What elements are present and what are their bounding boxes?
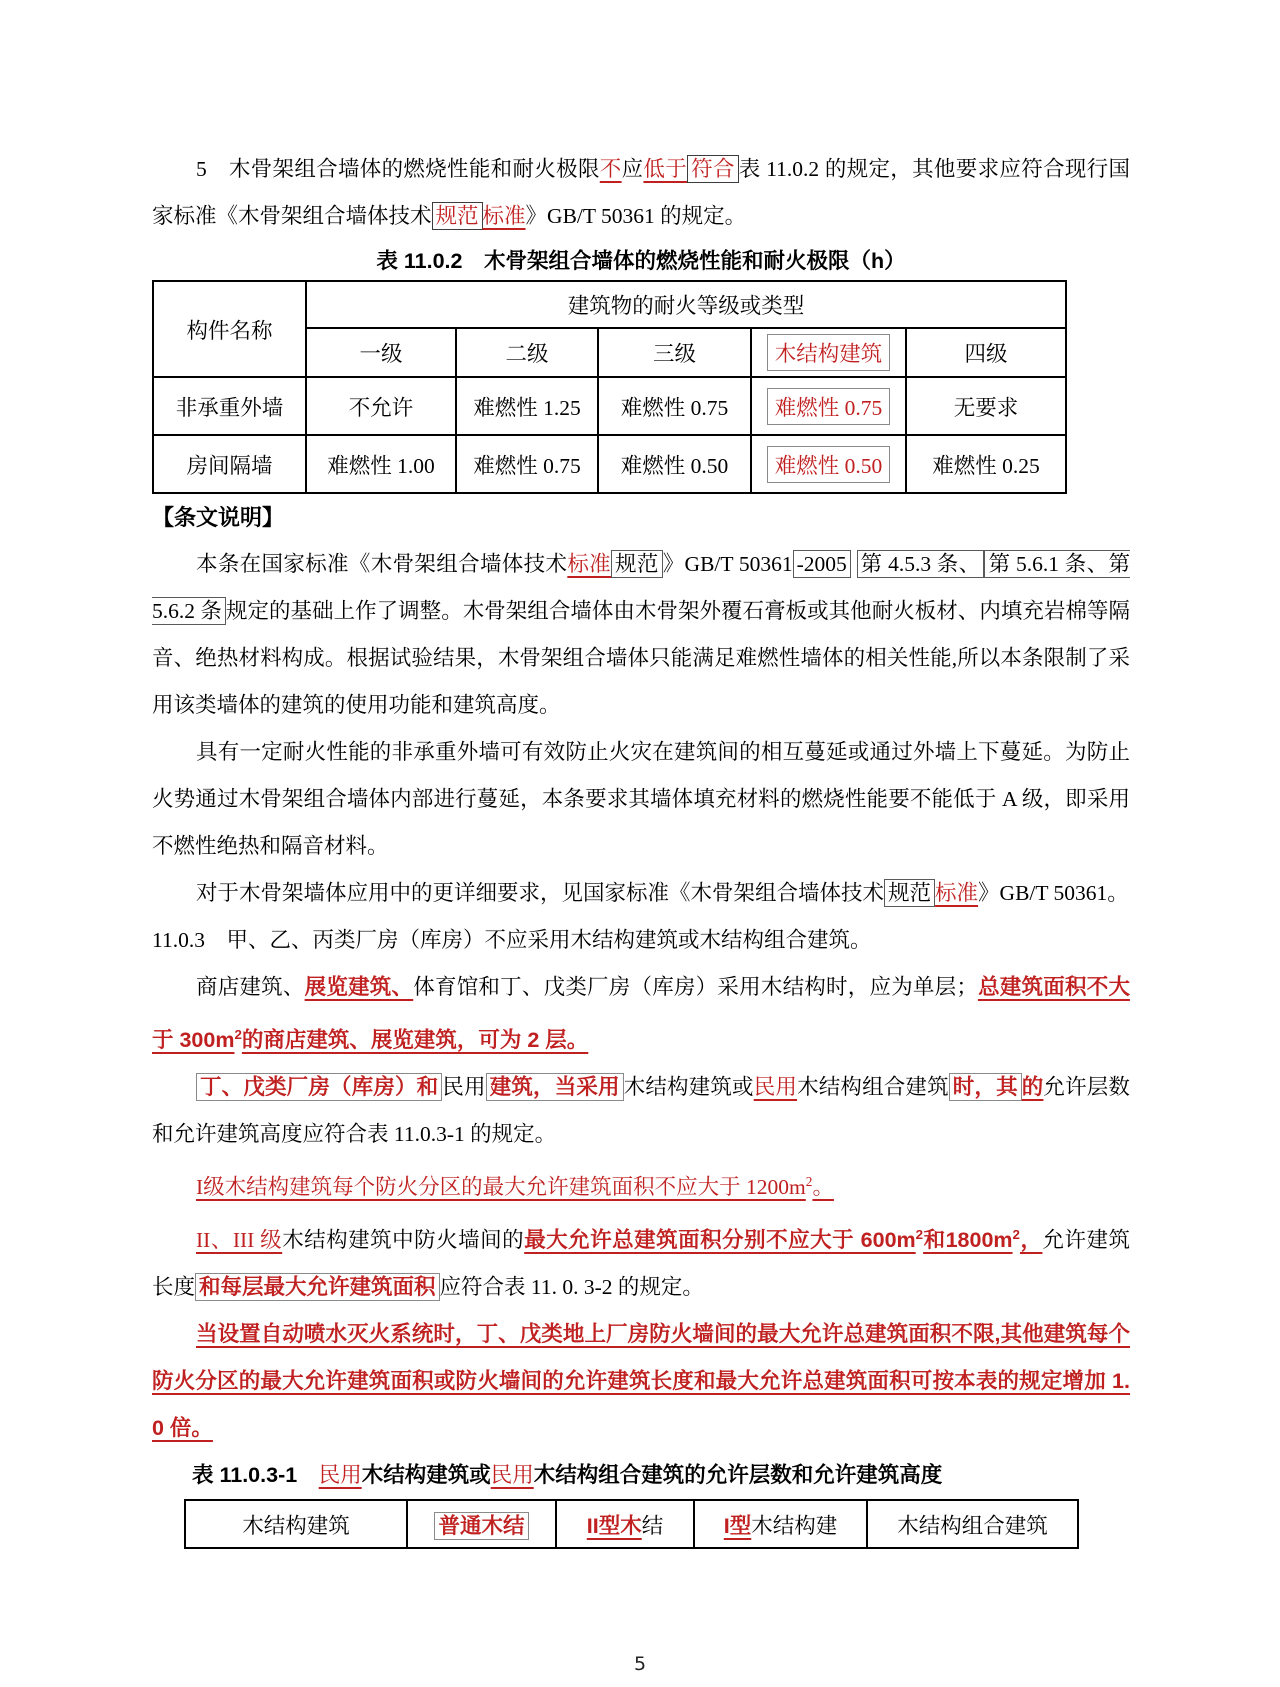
text-run: 规范 bbox=[884, 879, 935, 907]
explanation-heading bbox=[152, 494, 1130, 541]
text-run: 展览建筑、 bbox=[304, 975, 414, 999]
text-run: 木结构建筑或 bbox=[361, 1463, 491, 1488]
cell: 不允许 bbox=[306, 377, 456, 435]
text-run: 体育馆和丁、戊类厂房（库房）采用木结构时，应为单层； bbox=[413, 975, 978, 999]
revision-boxed-text: 木结构建筑 bbox=[767, 334, 891, 371]
cell: 难燃性 1.25 bbox=[456, 377, 598, 435]
text-run: 2 bbox=[1012, 1227, 1020, 1243]
text-run: 2 bbox=[805, 1174, 813, 1190]
text-run: 规范 bbox=[432, 202, 483, 230]
revision-boxed-text: 难燃性 0.50 bbox=[767, 446, 891, 483]
text-run: 和每层最大允许建筑面积 bbox=[195, 1273, 440, 1301]
text-run: 第 5.6.1 条、第 5.6.2 条 bbox=[152, 552, 1130, 623]
text-run: -2005 bbox=[793, 550, 851, 578]
text-run: 应 bbox=[621, 157, 644, 181]
page-content bbox=[152, 146, 1130, 1549]
text-run: 【条文说明】 bbox=[152, 505, 285, 530]
text-run: 规定的基础上作了调整。木骨架组合墙体由木骨架外覆石膏板或其他耐火板材、内填充岩棉等隔音、绝热材料构成。根据试验结果，木骨架组合墙体只能满足难燃性墙体的相关性能,所以本条限制了采用该类墙体的建筑的使用功能和建筑高度。 bbox=[152, 599, 1130, 717]
text-run: 标准 bbox=[567, 552, 612, 576]
col-header-grade-3: 三级 bbox=[598, 328, 751, 377]
table-row bbox=[185, 1500, 1078, 1548]
text-run: 符合 bbox=[687, 155, 739, 183]
text-run: 》GB/T 50361 的规定。 bbox=[525, 204, 747, 228]
table-row bbox=[153, 377, 1066, 435]
text-run: 的 bbox=[1021, 1075, 1044, 1100]
text-run: 1800m bbox=[945, 1228, 1013, 1253]
text-run: 时，其 bbox=[949, 1073, 1022, 1101]
text-run: 当设置自动喷水灭火系统时，丁、戊类地上厂房防火墙间的最大允许总建筑面积不限,其他建筑每个防火分区的最大允许建筑面积或防火墙间的允许建筑长度和最大允许总建筑面积可按本表的规定增加 1. 0 倍。 bbox=[152, 1322, 1130, 1441]
text-run: 2 bbox=[234, 1027, 242, 1042]
col-header-grade-4: 四级 bbox=[906, 328, 1066, 377]
text-run: I级木结构建筑每个防火分区的最大允许建筑面积不应大于 1200m bbox=[196, 1175, 806, 1200]
text-run: 商店建筑、 bbox=[196, 975, 305, 999]
cell-ordinary-wood bbox=[407, 1500, 556, 1548]
text-run: 低于 bbox=[643, 157, 688, 181]
cell: 难燃性 0.75 bbox=[598, 377, 751, 435]
col-header-wood-structure bbox=[751, 328, 906, 377]
text-run: II、III 级 bbox=[196, 1228, 283, 1253]
text-run: 标准 bbox=[482, 204, 526, 228]
text-run: II型木 bbox=[586, 1513, 642, 1538]
text-run: 民用 bbox=[490, 1463, 534, 1488]
text-run: 建筑，当采用 bbox=[486, 1073, 624, 1101]
row-header-exterior-wall: 非承重外墙 bbox=[153, 377, 306, 435]
text-run: 丁、戊类厂房（库房）和 bbox=[196, 1073, 442, 1101]
explanation-paragraph-1 bbox=[152, 541, 1130, 729]
cell: 难燃性 0.50 bbox=[598, 435, 751, 493]
text-run: I型 bbox=[723, 1513, 752, 1538]
cell-type-2-wood bbox=[556, 1500, 694, 1548]
text-run: 木结构建筑中防火墙间的 bbox=[282, 1228, 525, 1253]
text-run: 的商店建筑、展览建筑，可为 2 层。 bbox=[241, 1028, 589, 1053]
text-run: 总建筑面积不大于 300m bbox=[152, 975, 1130, 1053]
text-run: 2 bbox=[915, 1227, 924, 1243]
explanation-paragraph-2 bbox=[152, 729, 1130, 870]
text-run: 木结构建筑 bbox=[242, 1513, 350, 1538]
text-run: 结 bbox=[641, 1513, 664, 1538]
cell: 难燃性 0.75 bbox=[456, 435, 598, 493]
text-run: 》GB/T 50361 bbox=[662, 552, 793, 576]
text-run: 》GB/T 50361。 bbox=[978, 881, 1129, 905]
text-run: 木结构建 bbox=[751, 1513, 838, 1538]
table-row bbox=[153, 435, 1066, 493]
cell: 难燃性 0.25 bbox=[906, 435, 1066, 493]
col-header-grade-1: 一级 bbox=[306, 328, 456, 377]
text-run: 民用 bbox=[753, 1075, 798, 1100]
text-run bbox=[851, 552, 857, 576]
text-run: 不 bbox=[599, 157, 622, 181]
table-group-header: 建筑物的耐火等级或类型 bbox=[306, 281, 1066, 328]
page-number: 5 bbox=[633, 1653, 647, 1675]
clause-11-0-3-paragraph-4 bbox=[152, 1158, 1130, 1211]
col-header-grade-2: 二级 bbox=[456, 328, 598, 377]
revision-boxed-text: 难燃性 0.75 bbox=[767, 388, 891, 425]
text-run: 木结构组合建筑 bbox=[897, 1513, 1048, 1538]
table-11-0-2-caption: 表 11.0.2 木骨架组合墙体的燃烧性能和耐火极限（h） bbox=[376, 249, 906, 273]
cell-type-1-wood bbox=[694, 1500, 867, 1548]
cell-wood-structure-building bbox=[185, 1500, 407, 1548]
text-run: 表 11.0.2 的规定，其他要求应符合现行国家标准《木骨架组合墙体技术 bbox=[152, 157, 1130, 228]
clause-11-0-3-paragraph bbox=[152, 917, 1130, 964]
text-run: 第 4.5.3 条、 bbox=[857, 550, 985, 578]
clause-11-0-3-paragraph-5 bbox=[152, 1211, 1130, 1311]
text-run: 和 bbox=[923, 1228, 946, 1253]
cell bbox=[751, 377, 906, 435]
text-run: 普通木结 bbox=[434, 1512, 528, 1540]
clause-5-paragraph bbox=[152, 146, 1130, 240]
table-11-0-2 bbox=[152, 280, 1067, 494]
text-run: 木结构组合建筑的允许层数和允许建筑高度 bbox=[533, 1463, 943, 1488]
text-run: 规范 bbox=[611, 550, 663, 578]
table-11-0-3-1 bbox=[184, 1499, 1079, 1549]
cell bbox=[751, 435, 906, 493]
text-run: 本条在国家标准《木骨架组合墙体技术 bbox=[196, 552, 568, 576]
text-run: 木结构建筑或 bbox=[623, 1075, 754, 1100]
text-run: 具有一定耐火性能的非承重外墙可有效防止火灾在建筑间的相互蔓延或通过外墙上下蔓延。为防止火势通过木骨架组合墙体内部进行蔓延，本条要求其墙体填充材料的燃烧性能要不能低于 A 级，即采用不燃性绝热和隔音材料。 bbox=[152, 740, 1130, 858]
text-run: 允许建筑长度 bbox=[152, 1228, 1130, 1300]
cell-wood-composite-building bbox=[867, 1500, 1078, 1548]
text-run: 标准 bbox=[935, 881, 979, 905]
clause-11-0-3-paragraph-2 bbox=[152, 964, 1130, 1064]
text-run: 。 bbox=[812, 1175, 834, 1200]
text-run: 木结构组合建筑 bbox=[797, 1075, 949, 1100]
cell: 无要求 bbox=[906, 377, 1066, 435]
text-run: 民用 bbox=[442, 1075, 486, 1100]
text-run: 5 木骨架组合墙体的燃烧性能和耐火极限 bbox=[196, 157, 600, 181]
text-run: 对于木骨架墙体应用中的更详细要求，见国家标准《木骨架组合墙体技术 bbox=[196, 881, 885, 905]
text-run: 最大允许总建筑面积分别不应大于 600m bbox=[524, 1228, 916, 1253]
text-run: 应符合表 11. 0. 3-2 的规定。 bbox=[439, 1275, 704, 1300]
text-run: 11.0.3 甲、乙、丙类厂房（库房）不应采用木结构建筑或木结构组合建筑。 bbox=[152, 928, 872, 952]
clause-11-0-3-paragraph-3 bbox=[152, 1064, 1130, 1158]
explanation-paragraph-3 bbox=[152, 870, 1130, 917]
cell: 难燃性 1.00 bbox=[306, 435, 456, 493]
row-header-room-partition: 房间隔墙 bbox=[153, 435, 306, 493]
text-run: 允许层数和允许建筑高度应符合表 11.0.3-1 的规定。 bbox=[152, 1075, 1130, 1147]
clause-11-0-3-paragraph-6 bbox=[152, 1311, 1130, 1452]
text-run: 表 11.0.3-1 bbox=[192, 1463, 319, 1488]
text-run: ， bbox=[1019, 1228, 1043, 1253]
table-11-0-3-1-caption bbox=[152, 1452, 1130, 1499]
table-corner-header: 构件名称 bbox=[153, 281, 306, 377]
text-run: 民用 bbox=[318, 1463, 362, 1488]
